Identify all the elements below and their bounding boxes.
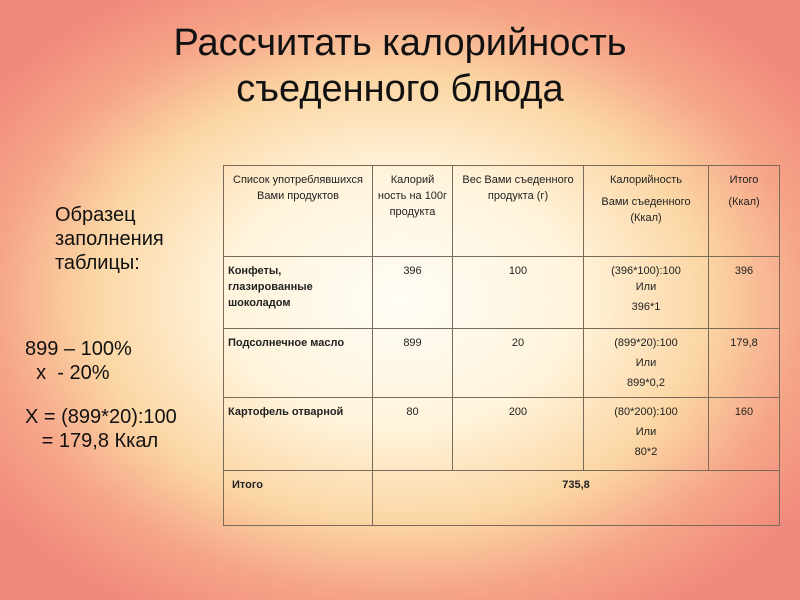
cell-weight: 100 [453,257,584,329]
cell-calories-per-100g: 899 [373,329,453,398]
table-row [224,257,780,329]
table-row [224,398,780,471]
sample-note: Образец заполнения таблицы: [55,204,164,274]
cell-calorie-calc: (899*20):100 Или 899*0,2 [584,329,709,398]
header-weight: Вес Вами съеденного продукта (г) [453,166,584,257]
cell-calorie-calc: (396*100):100 Или 396*1 [584,257,709,329]
cell-weight: 200 [453,398,584,471]
cell-weight: 20 [453,329,584,398]
header-products: Список употреблявшихся Вами продуктов [224,166,373,257]
cell-total: 160 [709,398,780,471]
cell-product: Подсолнечное масло [224,329,373,398]
slide-title-line-2: съеденного блюда [236,68,564,110]
table-header-row [224,166,780,257]
table-row [224,329,780,398]
footer-label: Итого [224,471,373,526]
slide-title-line-1: Рассчитать калорийность [173,22,627,64]
calc-line-3: X = (899*20):100 [25,406,177,428]
table-footer-row [224,471,780,526]
header-total: Итого (Ккал) [709,166,780,257]
cell-calorie-calc: (80*200):100 Или 80*2 [584,398,709,471]
cell-total: 179,8 [709,329,780,398]
cell-product: Картофель отварной [224,398,373,471]
calculation-example [25,337,215,453]
calc-line-1: 899 – 100% [25,338,132,360]
footer-total-value: 735,8 [373,471,780,526]
cell-total: 396 [709,257,780,329]
cell-product: Конфеты, глазированные шоколадом [224,257,373,329]
cell-calories-per-100g: 80 [373,398,453,471]
header-calories-eaten: Калорийность Вами съеденного (Ккал) [584,166,709,257]
calc-line-2: x - 20% [25,362,110,384]
calc-line-4: = 179,8 Ккал [25,430,159,452]
cell-calories-per-100g: 396 [373,257,453,329]
calorie-table [223,165,780,526]
slide-title [0,20,800,112]
header-calories-per-100g: Калорий ность на 100г продукта [373,166,453,257]
